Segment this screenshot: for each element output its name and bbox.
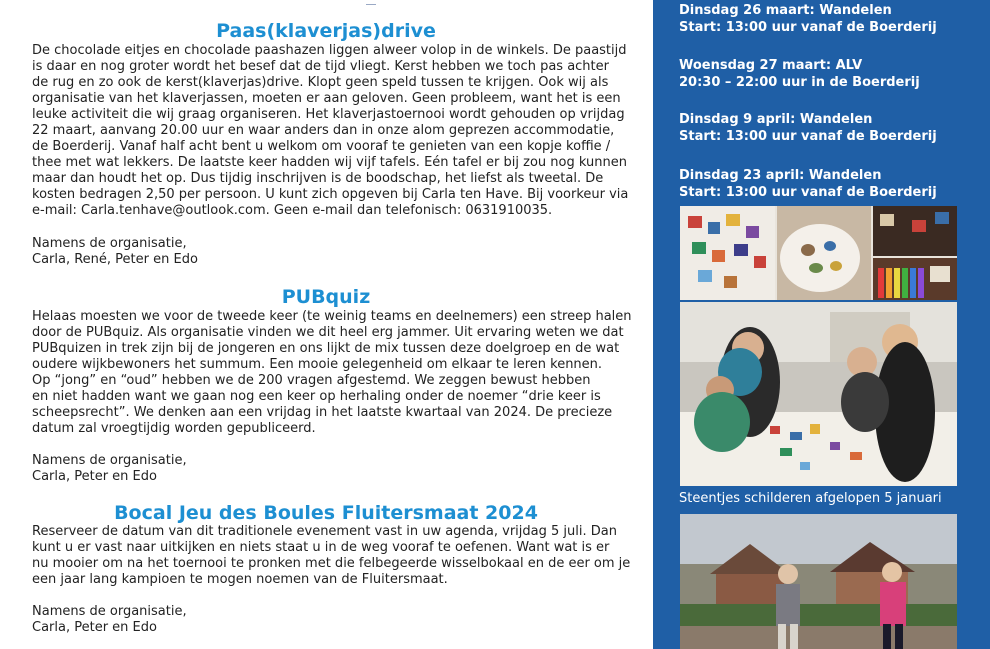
section-signoff-pubquiz: Namens de organisatie, Carla, Peter en Edo bbox=[32, 453, 187, 484]
divider bbox=[366, 0, 376, 5]
agenda-item: Dinsdag 26 maart: Wandelen Start: 13:00 uur vanaf de Boerderij bbox=[679, 3, 937, 35]
agenda-sidebar bbox=[653, 0, 990, 649]
section-title-pubquiz: PUBquiz bbox=[281, 286, 371, 308]
agenda-item: Dinsdag 23 april: Wandelen Start: 13:00 uur vanaf de Boerderij bbox=[679, 168, 937, 200]
photo-caption: Steentjes schilderen afgelopen 5 januari bbox=[679, 491, 942, 506]
section-body-klaverjasdrive: De chocolade eitjes en chocolade paashazen liggen alweer volop in de winkels. De paastijd is daar en nog groter wordt het besef dat de tijd vliegt. Kerst hebben we toch pas achter de rug en zo ook de kerst(klaverjas)drive. Klopt geen speld tussen te krijgen. Ook wij als organisatie van het klaverjassen, moeten er aan geloven. Geen probleem, want het is een leuke activiteit die wij graag organiseren. Het klaverjastoernooi wordt gehouden op vrijdag 22 maart, aanvang 20.00 uur en waar anders dan in onze alom geprezen accommodatie, de Boerderij. Vanaf half acht bent u welkom om vooraf te genieten van een kopje koffie / thee met wat lekkers. De laatste keer hadden wij vijf tafels. Eén tafel er bij zou nog kunnen maar dan houdt het op. Dus tijdig inschrijven is de boodschap, het liefst als tweetal. De kosten bedragen 2,50 per persoon. U kunt zich opgeven bij Carla ten Have. Bij voorkeur via e-mail: Carla.tenhave@outlook.com. Geen e-mail dan telefonisch: 0631910035. bbox=[32, 43, 629, 218]
section-signoff-klaverjasdrive: Namens de organisatie, Carla, René, Peter en Edo bbox=[32, 236, 198, 267]
two-women-photo bbox=[680, 514, 957, 649]
agenda-item: Woensdag 27 maart: ALV 20:30 – 22:00 uur in de Boerderij bbox=[679, 58, 920, 90]
section-title-jeu-des-boules: Bocal Jeu des Boules Fluitersmaat 2024 bbox=[114, 502, 538, 524]
section-title-klaverjasdrive: Paas(klaverjas)drive bbox=[216, 20, 436, 42]
painted-stones-photo bbox=[680, 206, 957, 300]
agenda-item: Dinsdag 9 april: Wandelen Start: 13:00 uur vanaf de Boerderij bbox=[679, 112, 937, 144]
section-body-pubquiz: Helaas moesten we voor de tweede keer (te weinig teams en deelnemers) een streep halen door de PUBquiz. Als organisatie vinden we dit heel erg jammer. Uit ervaring weten we dat PUBquizen in trek zijn bij de jongeren en ons lijkt de mix tussen deze doelgroep en de wat oudere wijkbewoners het summum. Een mooie gelegenheid om elkaar te leren kennen. Op “jong” en “oud” hebben we de 200 vragen afgestemd. We zeggen bewust hebben en niet hadden want we gaan nog een keer op herhaling onder de noemer “drie keer is scheepsrecht”. We denken aan een vrijdag in het laatste kwartaal van 2024. De precieze datum zal vroegtijdig worden gepubliceerd. bbox=[32, 309, 632, 436]
section-body-jeu-des-boules: Reserveer de datum van dit traditionele evenement vast in uw agenda, vrijdag 5 juli. Dan kunt u er vast naar uitkijken en niets staat u in de weg vooraf te oefenen. Want wat is er nu mooier om na het toernooi te pronken met die felbegeerde wisselbokaal en de eer om je een jaar lang kampioen te mogen noemen van de Fluitersmaat. bbox=[32, 524, 631, 587]
section-signoff-jeu-des-boules: Namens de organisatie, Carla, Peter en Edo bbox=[32, 604, 187, 635]
children-painting-photo bbox=[680, 302, 957, 486]
